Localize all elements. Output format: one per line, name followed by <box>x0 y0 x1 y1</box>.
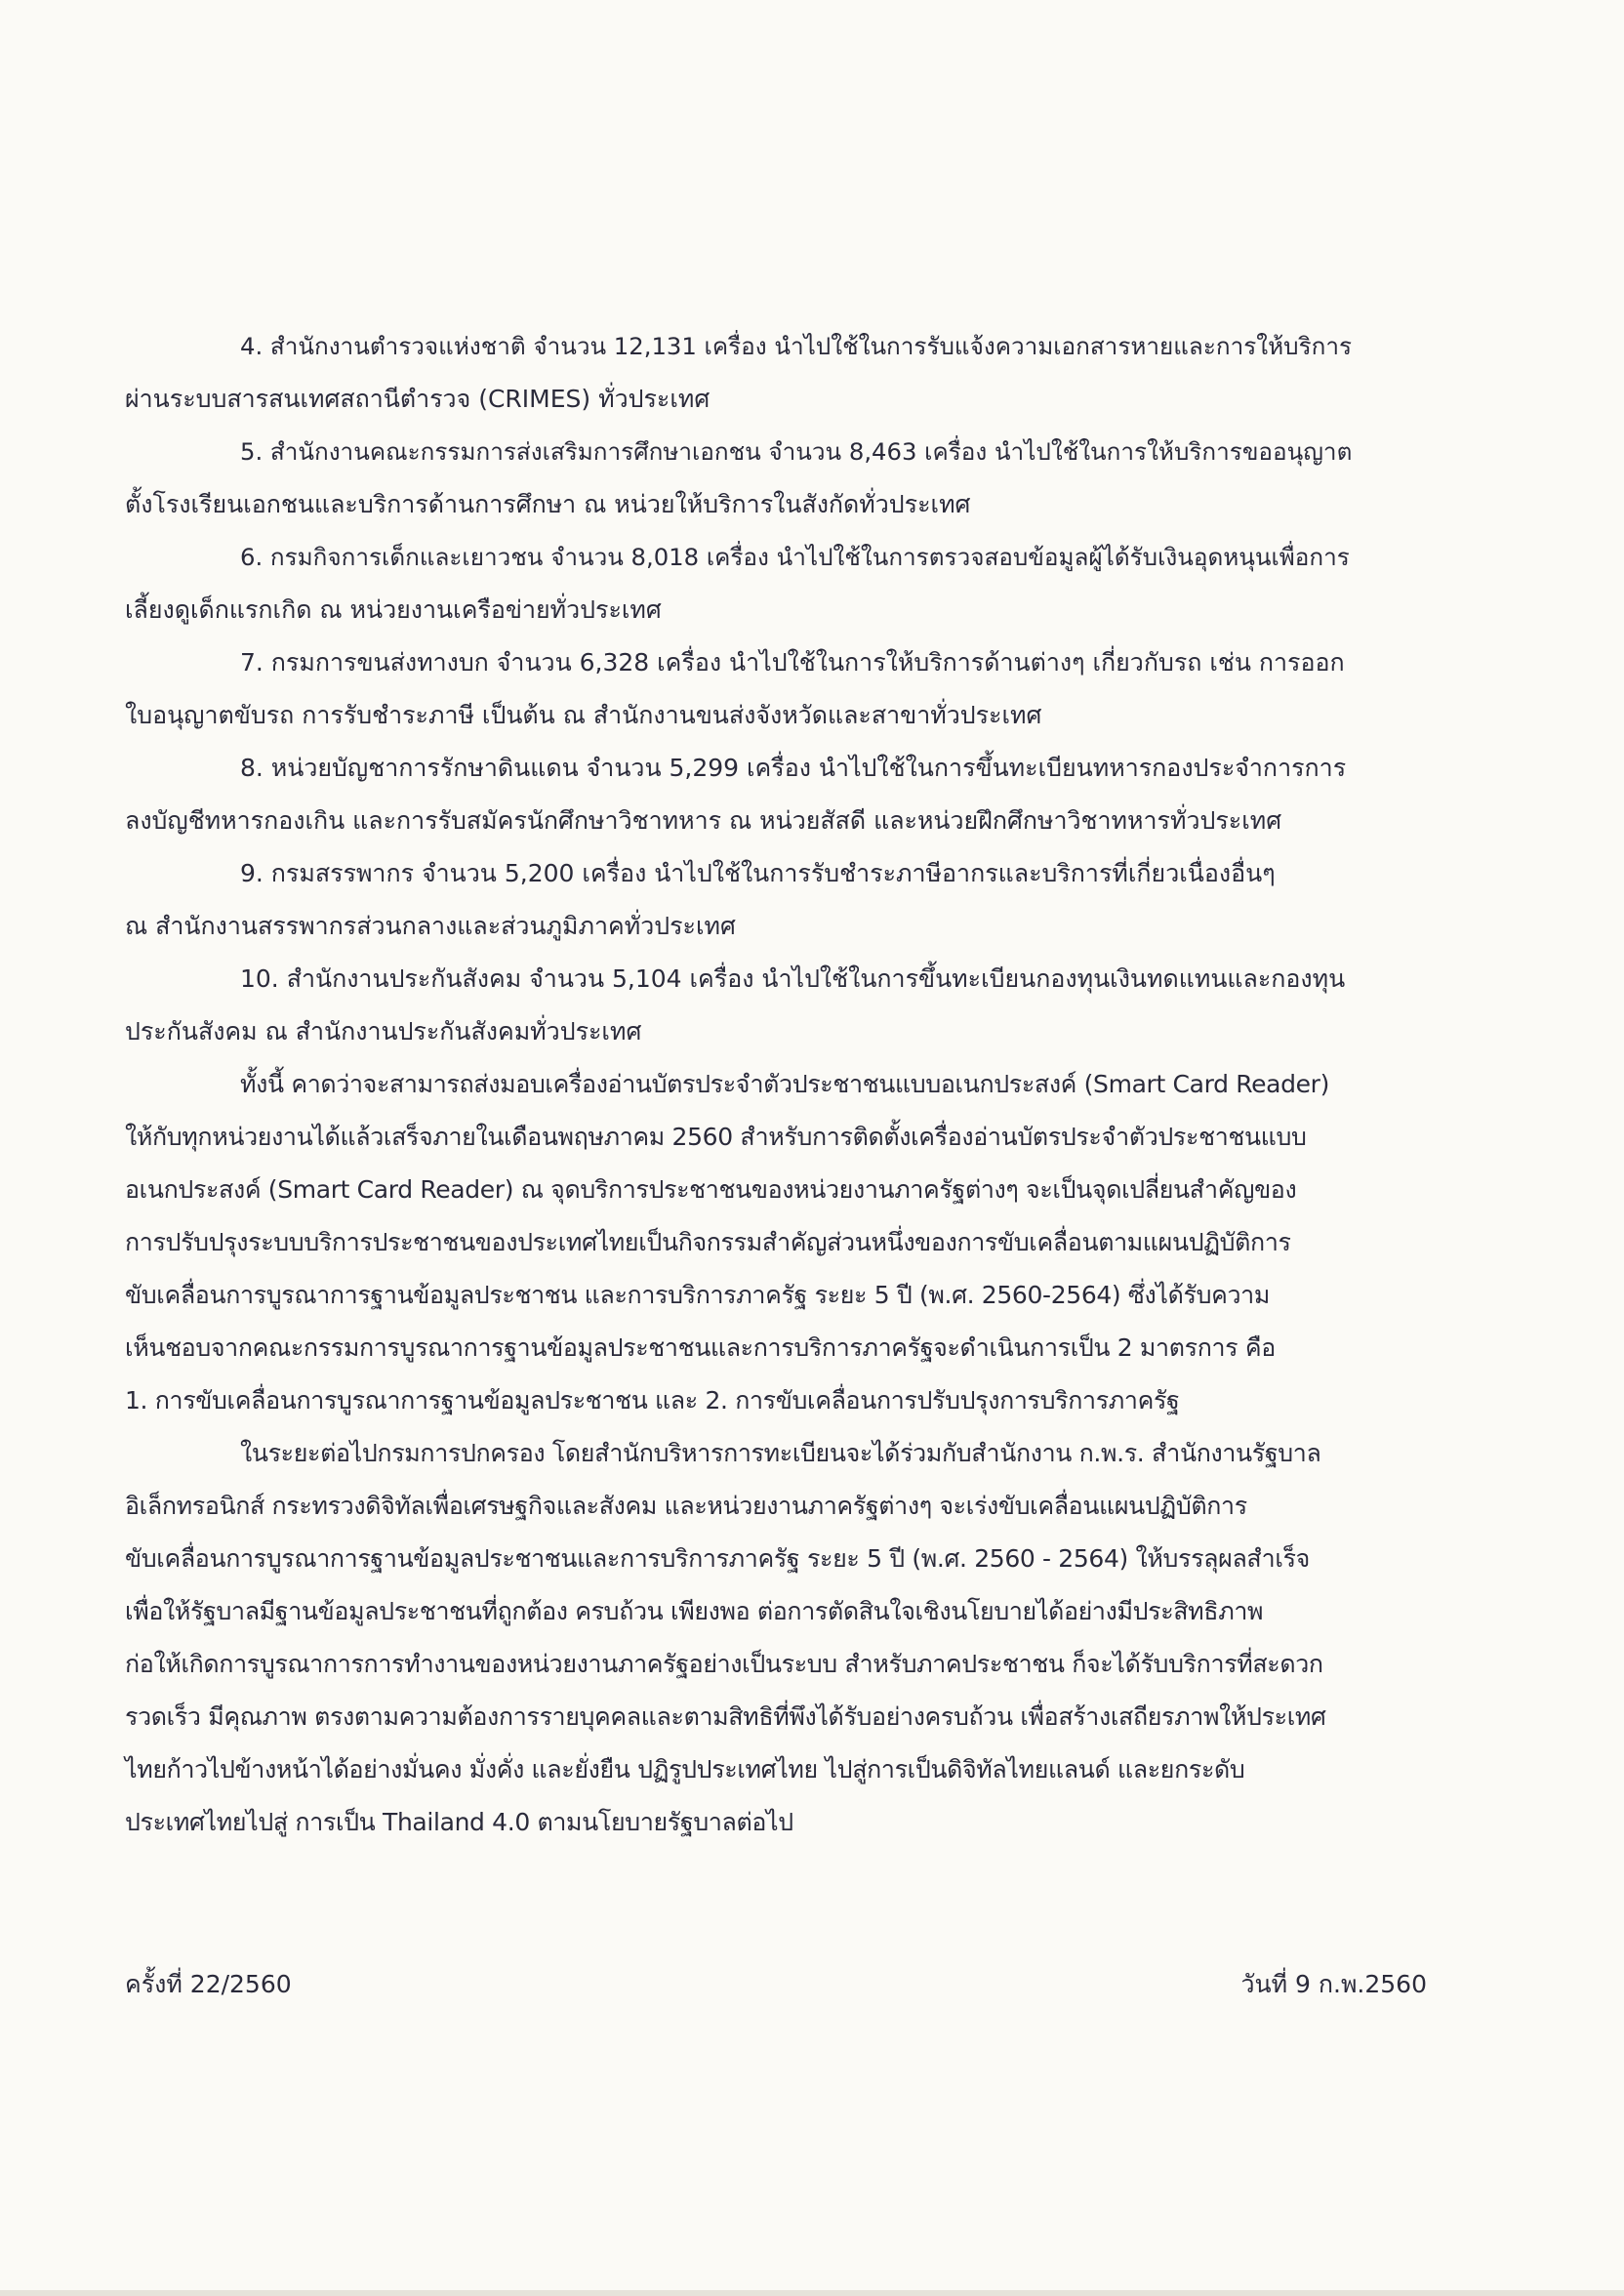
paragraph-line: อิเล็กทรอนิกส์ กระทรวงดิจิทัลเพื่อเศรษฐกิจและสังคม และหน่วยงานภาครัฐต่างๆ จะเร่งขับเคลื่อนแผนปฏิบัติการ <box>125 1492 1247 1520</box>
paragraph <box>125 636 1464 742</box>
paragraph-line: อเนกประสงค์ (Smart Card Reader) ณ จุดบริการประชาชนของหน่วยงานภาครัฐต่างๆ จะเป็นจุดเปลี่ยนสำคัญของ <box>125 1175 1297 1204</box>
document-body <box>125 320 1464 1849</box>
paragraph-line: ก่อให้เกิดการบูรณาการการทำงานของหน่วยงานภาครัฐอย่างเป็นระบบ สำหรับภาคประชาชน ก็จะได้รับบริการที่สะดวก <box>125 1650 1323 1678</box>
paragraph-line: เพื่อให้รัฐบาลมีฐานข้อมูลประชาชนที่ถูกต้อง ครบถ้วน เพียงพอ ต่อการตัดสินใจเชิงนโยบายได้อย่างมีประสิทธิภาพ <box>125 1597 1264 1625</box>
paragraph-line: ผ่านระบบสารสนเทศสถานีตำรวจ (CRIMES) ทั่วประเทศ <box>125 385 710 413</box>
paragraph-line: ประกันสังคม ณ สำนักงานประกันสังคมทั่วประเทศ <box>125 1017 642 1046</box>
paragraph-line: 9. กรมสรรพากร จำนวน 5,200 เครื่อง นำไปใช้ในการรับชำระภาษีอากรและบริการที่เกี่ยวเนื่องอื่นๆ <box>240 859 1276 887</box>
paragraph-line: 4. สำนักงานตำรวจแห่งชาติ จำนวน 12,131 เครื่อง นำไปใช้ในการรับแจ้งความเอกสารหายและการให้บริการ <box>240 332 1353 360</box>
paragraph <box>125 1058 1464 1427</box>
paragraph-line: ตั้งโรงเรียนเอกชนและบริการด้านการศึกษา ณ หน่วยให้บริการในสังกัดทั่วประเทศ <box>125 490 971 518</box>
paragraph <box>125 742 1464 847</box>
paragraph-line: ใบอนุญาตขับรถ การรับชำระภาษี เป็นต้น ณ สำนักงานขนส่งจังหวัดและสาขาทั่วประเทศ <box>125 701 1042 729</box>
paragraph-line: เลี้ยงดูเด็กแรกเกิด ณ หน่วยงานเครือข่ายทั่วประเทศ <box>125 595 662 624</box>
paragraph-line: เห็นชอบจากคณะกรรมการบูรณาการฐานข้อมูลประชาชนและการบริการภาครัฐจะดำเนินการเป็น 2 มาตรการ คือ <box>125 1333 1276 1362</box>
issue-date: วันที่ 9 ก.พ.2560 <box>1240 1970 1427 1998</box>
paragraph <box>125 847 1464 953</box>
paragraph-line: ประเทศไทยไปสู่ การเป็น Thailand 4.0 ตามนโยบายรัฐบาลต่อไป <box>125 1808 793 1836</box>
paragraph-line: ณ สำนักงานสรรพากรส่วนกลางและส่วนภูมิภาคทั่วประเทศ <box>125 912 736 940</box>
paragraph-line: 1. การขับเคลื่อนการบูรณาการฐานข้อมูลประชาชน และ 2. การขับเคลื่อนการปรับปรุงการบริการภาครัฐ <box>125 1386 1180 1414</box>
paragraph <box>125 953 1464 1058</box>
paragraph-line: รวดเร็ว มีคุณภาพ ตรงตามความต้องการรายบุคคลและตามสิทธิที่พึงได้รับอย่างครบถ้วน เพื่อสร้างเสถียรภาพให้ประเทศ <box>125 1702 1326 1731</box>
paragraph-line: ขับเคลื่อนการบูรณาการฐานข้อมูลประชาชนและการบริการภาครัฐ ระยะ 5 ปี (พ.ศ. 2560 - 2564) ให้บรรลุผลสำเร็จ <box>125 1544 1310 1573</box>
paragraph-line: การปรับปรุงระบบบริการประชาชนของประเทศไทยเป็นกิจกรรมสำคัญส่วนหนึ่งของการขับเคลื่อนตามแผนปฏิบัติการ <box>125 1228 1291 1256</box>
paragraph-line: ไทยก้าวไปข้างหน้าได้อย่างมั่นคง มั่งคั่ง และยั่งยืน ปฏิรูปประเทศไทย ไปสู่การเป็นดิจิทัลไทยแลนด์ และยกระดับ <box>125 1755 1245 1784</box>
scan-edge <box>0 2290 1624 2296</box>
paragraph-line: ลงบัญชีทหารกองเกิน และการรับสมัครนักศึกษาวิชาทหาร ณ หน่วยสัสดี และหน่วยฝึกศึกษาวิชาทหารทั่วประเทศ <box>125 806 1282 835</box>
issue-number: ครั้งที่ 22/2560 <box>125 1970 292 1998</box>
paragraph-line: 7. กรมการขนส่งทางบก จำนวน 6,328 เครื่อง นำไปใช้ในการให้บริการด้านต่างๆ เกี่ยวกับรถ เช่น การออก <box>240 648 1345 676</box>
paragraph-line: 6. กรมกิจการเด็กและเยาวชน จำนวน 8,018 เครื่อง นำไปใช้ในการตรวจสอบข้อมูลผู้ได้รับเงินอุดหนุนเพื่อการ <box>240 543 1350 571</box>
paragraph <box>125 1427 1464 1849</box>
paragraph <box>125 531 1464 636</box>
paragraph-line: 8. หน่วยบัญชาการรักษาดินแดน จำนวน 5,299 เครื่อง นำไปใช้ในการขึ้นทะเบียนทหารกองประจำการการ <box>240 754 1347 782</box>
paragraph-line: ขับเคลื่อนการบูรณาการฐานข้อมูลประชาชน และการบริการภาครัฐ ระยะ 5 ปี (พ.ศ. 2560-2564) ซึ่งได้รับความ <box>125 1281 1270 1309</box>
document-footer <box>125 1958 1427 2011</box>
paragraph-line: 10. สำนักงานประกันสังคม จำนวน 5,104 เครื่อง นำไปใช้ในการขึ้นทะเบียนกองทุนเงินทดแทนและกองทุน <box>240 964 1346 993</box>
paragraph-line: 5. สำนักงานคณะกรรมการส่งเสริมการศึกษาเอกชน จำนวน 8,463 เครื่อง นำไปใช้ในการให้บริการขออนุญาต <box>240 437 1353 466</box>
paragraph-line: ในระยะต่อไปกรมการปกครอง โดยสำนักบริหารการทะเบียนจะได้ร่วมกับสำนักงาน ก.พ.ร. สำนักงานรัฐบาล <box>240 1439 1321 1467</box>
paragraph-line: ทั้งนี้ คาดว่าจะสามารถส่งมอบเครื่องอ่านบัตรประจำตัวประชาชนแบบอเนกประสงค์ (Smart Card Reader) <box>240 1070 1329 1098</box>
paragraph <box>125 320 1464 426</box>
paragraph <box>125 426 1464 531</box>
paragraph-line: ให้กับทุกหน่วยงานได้แล้วเสร็จภายในเดือนพฤษภาคม 2560 สำหรับการติดตั้งเครื่องอ่านบัตรประจำตัวประชาชนแบบ <box>125 1123 1307 1151</box>
